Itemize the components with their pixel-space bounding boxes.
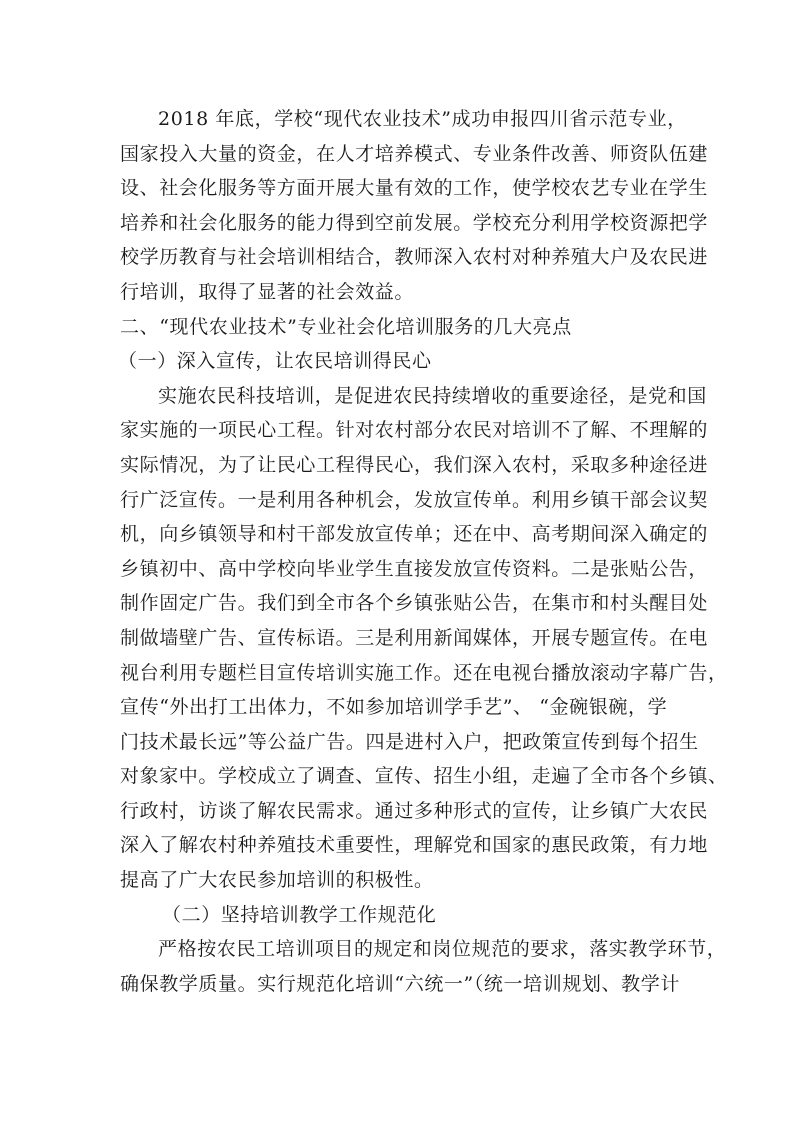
paragraph-line: 实施农民科技培训，是促进农民持续增收的重要途径，是党和国 <box>158 384 707 407</box>
paragraph-line: 制作固定广告。我们到全市各个乡镇张贴公告，在集市和村头醒目处 <box>120 592 709 615</box>
paragraph-line: 行培训，取得了显著的社会效益。 <box>120 280 415 303</box>
paragraph-line: 对象家中。学校成立了调查、宣传、招生小组，走遍了全市各个乡镇、 <box>120 765 728 788</box>
paragraph-line: 严格按农民工培训项目的规定和岗位规范的要求，落实教学环节， <box>158 938 727 961</box>
paragraph-line: 国家投入大量的资金，在人才培养模式、专业条件改善、师资队伍建 <box>120 142 709 165</box>
paragraph-line: 实际情况，为了让民心工程得民心，我们深入农村，采取多种途径进 <box>120 453 709 476</box>
paragraph-line: 确保教学质量。实行规范化培训“六统一”（统一培训规划、教学计 <box>120 972 680 995</box>
document-body <box>118 102 728 1001</box>
paragraph-line: 制做墙壁广告、宣传标语。三是利用新闻媒体，开展专题宣传。在电 <box>120 626 709 649</box>
paragraph-line: 2018 年底，学校“现代农业技术”成功申报四川省示范专业， <box>158 108 687 130</box>
paragraph-line: 深入了解农村种养殖技术重要性，理解党和国家的惠民政策，有力地 <box>120 834 709 857</box>
paragraph-line: 宣传“外出打工出体力，不如参加培训学手艺”、 “金碗银碗，学 <box>120 696 668 719</box>
paragraph-line: 门技术最长远”等公益广告。四是进村入户，把政策宣传到每个招生 <box>120 730 699 753</box>
paragraph-line: 乡镇初中、高中学校向毕业学生直接发放宣传资料。二是张贴公告， <box>120 557 709 580</box>
subsection-heading: （二）坚持培训教学工作规范化 <box>162 903 437 926</box>
paragraph-line: 行广泛宣传。一是利用各种机会，发放宣传单。利用乡镇干部会议契 <box>120 488 709 511</box>
paragraph-line: 机，向乡镇领导和村干部发放宣传单；还在中、高考期间深入确定的 <box>120 523 709 546</box>
paragraph-line: 家实施的一项民心工程。针对农村部分农民对培训不了解、不理解的 <box>120 419 709 442</box>
paragraph-line: 校学历教育与社会培训相结合，教师深入农村对种养殖大户及农民进 <box>120 246 709 269</box>
paragraph-line: 行政村，访谈了解农民需求。通过多种形式的宣传，让乡镇广大农民 <box>120 799 709 822</box>
paragraph-line: 培养和社会化服务的能力得到空前发展。学校充分利用学校资源把学 <box>120 211 709 234</box>
paragraph-line: 设、社会化服务等方面开展大量有效的工作，使学校农艺专业在学生 <box>120 177 709 200</box>
paragraph-line: 提高了广大农民参加培训的积极性。 <box>120 869 434 892</box>
subsection-heading: （一）深入宣传，让农民培训得民心 <box>118 350 432 373</box>
paragraph-line: 视台利用专题栏目宣传培训实施工作。还在电视台播放滚动字幕广告， <box>120 661 728 684</box>
section-heading: 二、“现代农业技术”专业社会化培训服务的几大亮点 <box>120 315 572 338</box>
